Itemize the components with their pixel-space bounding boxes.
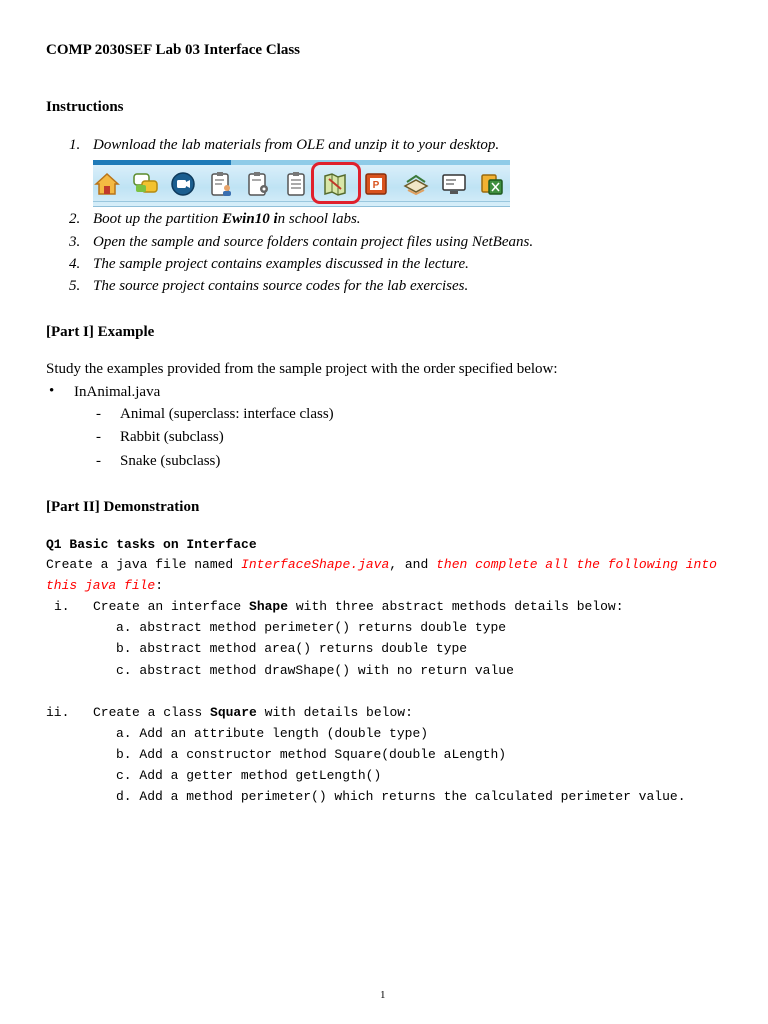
task-ii-item-a: a. Add an attribute length (double type) [116,726,429,741]
monitor-icon[interactable] [440,170,468,198]
step-1-number: 1. [69,137,81,153]
svg-text:P: P [372,180,380,191]
page-number: 1 [380,989,386,1001]
toolbar-highlight-ring [311,162,361,204]
q1-red-line2: this java file [46,578,156,593]
step-2-pre: Boot up the partition [93,211,223,227]
book-hand-icon[interactable] [402,170,430,198]
clipboard-user-icon[interactable] [207,170,235,198]
subitem-animal: Animal (superclass: interface class) [120,406,334,422]
toolbar-progress-bar [93,160,231,165]
task-ii-post: with details below: [256,705,413,720]
video-icon[interactable] [169,170,197,198]
subitem-dash: - [96,453,101,469]
clipboard-list-icon[interactable] [282,170,310,198]
part1-intro: Study the examples provided from the sample project with the order specified below: [46,361,558,377]
step-5-text: The source project contains source codes for the lab exercises. [93,278,469,294]
task-i-item-b: b. abstract method area() returns double type [116,641,468,656]
page-title: COMP 2030SEF Lab 03 Interface Class [46,42,301,58]
bullet-item-inanimal: InAnimal.java [74,384,161,400]
toolbar-progress-track [231,160,510,165]
bullet-dot: • [49,383,55,399]
chat-icon[interactable] [132,170,160,198]
task-i-bold: Shape [249,599,289,614]
home-icon[interactable] [93,170,121,198]
task-i-text [93,599,624,614]
step-3-number: 3. [69,234,81,250]
task-ii-text [93,705,413,720]
step-3-text: Open the sample and source folders contain project files using NetBeans. [93,234,534,250]
task-ii-pre: Create a class [93,705,211,720]
q1-pre: Create a java file named [46,557,242,572]
task-ii-item-d: d. Add a method perimeter() which returns the calculated perimeter value. [116,789,686,804]
task-ii-item-c: c. Add a getter method getLength() [116,768,382,783]
instructions-heading: Instructions [46,99,124,115]
task-i-post: with three abstract methods details below: [288,599,624,614]
q1-instruction-line2 [46,578,163,593]
q1-title: Q1 Basic tasks on Interface [46,537,257,552]
q1-colon: : [155,578,164,593]
q1-mid: , and [389,557,437,572]
task-i-pre: Create an interface [93,599,250,614]
folder-excel-icon[interactable] [478,170,506,198]
subitem-dash: - [96,429,101,445]
step-1-text: Download the lab materials from OLE and unzip it to your desktop. [93,137,500,153]
task-ii-number: ii. [46,705,70,720]
subitem-rabbit: Rabbit (subclass) [120,429,224,445]
q1-red-line1: then complete all the following into [436,557,717,572]
step-2-post: n school labs. [277,211,361,227]
task-ii-item-b: b. Add a constructor method Square(double aLength) [116,747,507,762]
subitem-snake: Snake (subclass) [120,453,221,469]
part1-heading: [Part I] Example [46,324,155,340]
step-2-number: 2. [69,211,81,227]
task-ii-bold: Square [210,705,257,720]
task-i-item-a: a. abstract method perimeter() returns double type [116,620,507,635]
q1-instruction-line1 [46,557,717,572]
step-4-text: The sample project contains examples discussed in the lecture. [93,256,469,272]
step-2-text [93,211,361,228]
task-i-item-c: c. abstract method drawShape() with no return value [116,663,514,678]
step-2-bold: Ewin10 i [222,211,278,227]
q1-filename: InterfaceShape.java [241,557,390,572]
step-5-number: 5. [69,278,81,294]
powerpoint-icon[interactable] [362,170,390,198]
step-4-number: 4. [69,256,81,272]
task-i-number: i. [54,599,70,614]
subitem-dash: - [96,406,101,422]
toolbar-screenshot [93,160,510,207]
toolbar-ticks [93,201,510,206]
clipboard-gear-icon[interactable] [244,170,272,198]
part2-heading: [Part II] Demonstration [46,499,200,515]
